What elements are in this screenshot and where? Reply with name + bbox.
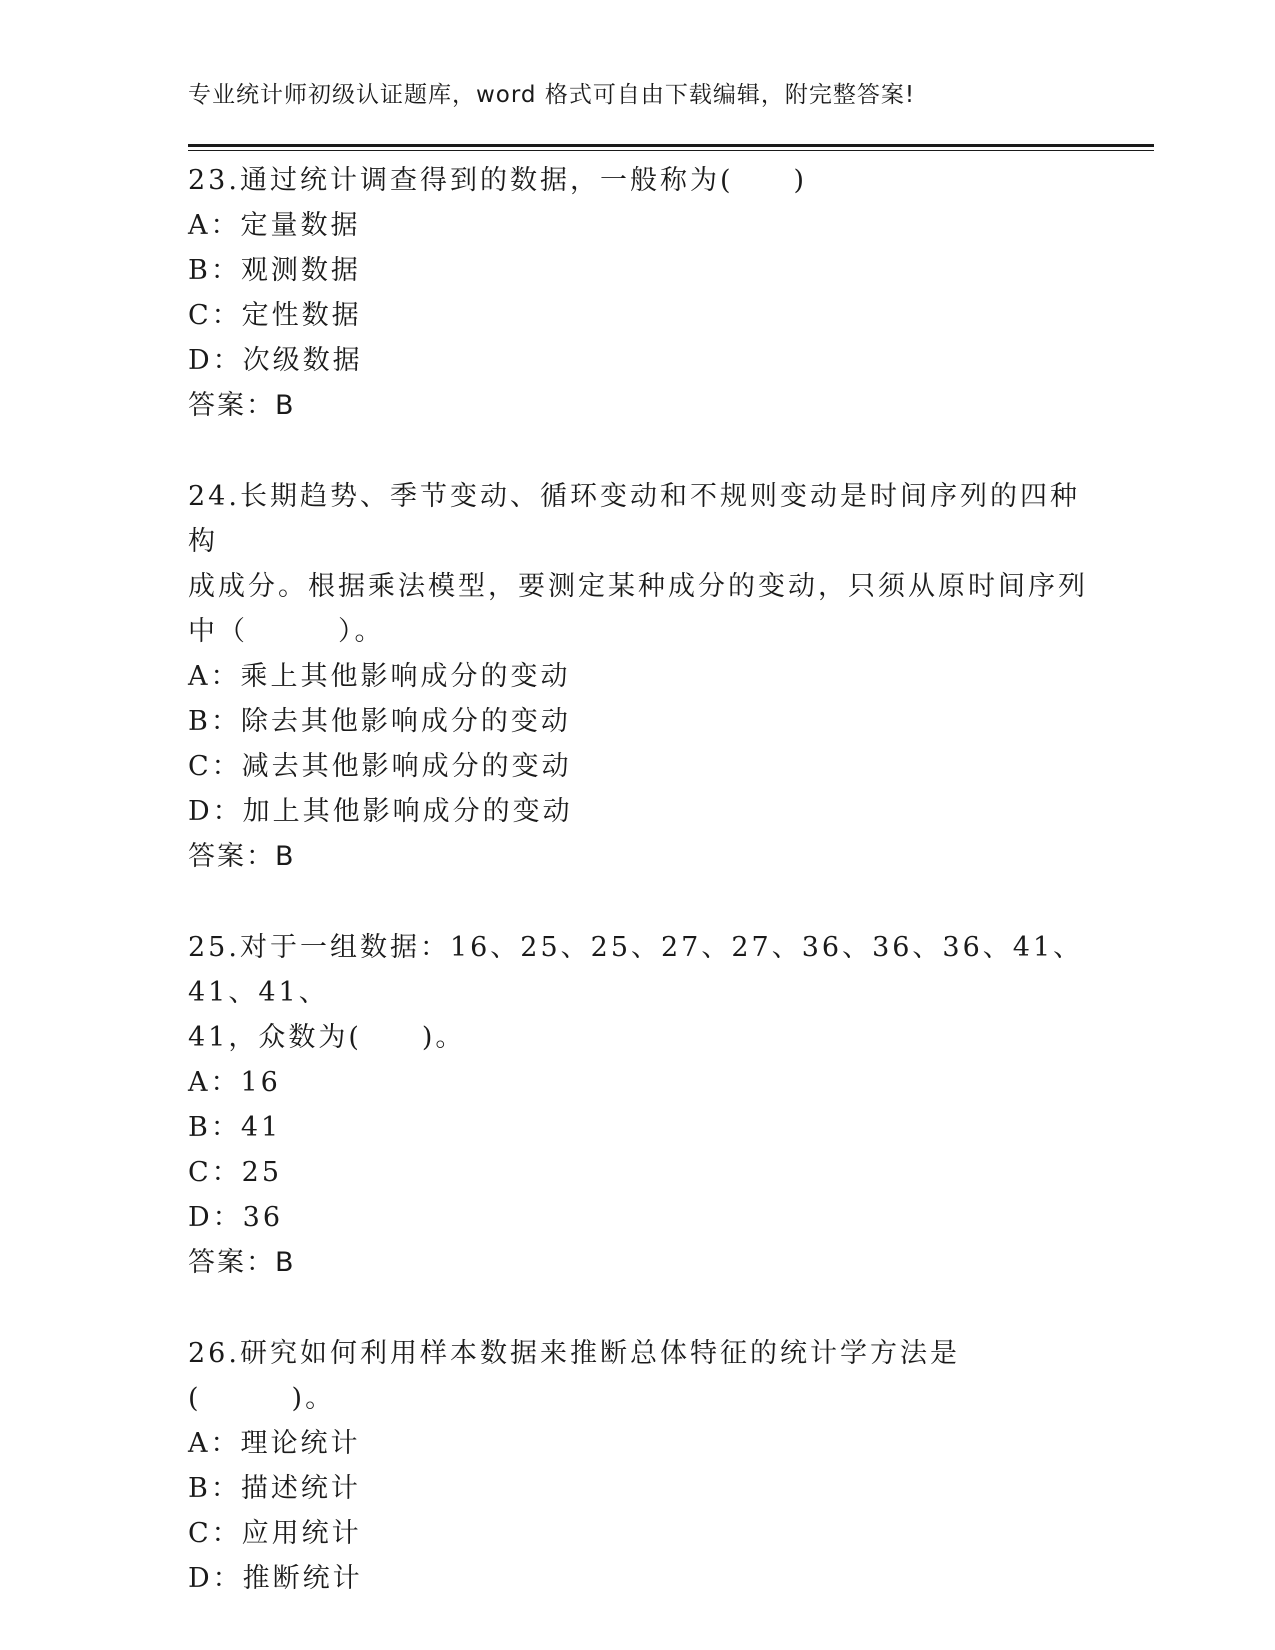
answer-line: 答案：B xyxy=(188,841,296,872)
option-c: C：应用统计 xyxy=(188,1518,362,1549)
option-d: D：次级数据 xyxy=(188,345,363,376)
question-stem-line: 中（ ）。 xyxy=(188,616,385,647)
option-c: C：定性数据 xyxy=(188,300,362,331)
question-spacer xyxy=(188,879,1088,925)
option-d: D：36 xyxy=(188,1202,284,1233)
option-a: A：理论统计 xyxy=(188,1428,361,1459)
question-26 xyxy=(188,1331,1088,1601)
option-c: C：25 xyxy=(188,1157,283,1188)
header-rule-thin xyxy=(188,150,1154,151)
question-list xyxy=(188,158,1088,1601)
question-stem-line: 41，众数为( )。 xyxy=(188,1022,466,1053)
answer-line: 答案：B xyxy=(188,1247,296,1278)
option-a: A：16 xyxy=(188,1067,281,1098)
option-b: B：41 xyxy=(188,1112,282,1143)
question-stem-line: 25.对于一组数据：16、25、25、27、27、36、36、36、41、41、41、 xyxy=(188,932,1084,1008)
question-stem-line: 24.长期趋势、季节变动、循环变动和不规则变动是时间序列的四种构 xyxy=(188,481,1080,557)
option-b: B：观测数据 xyxy=(188,255,361,286)
option-d: D：推断统计 xyxy=(188,1563,363,1594)
option-a: A：乘上其他影响成分的变动 xyxy=(188,661,571,692)
question-stem-line: 23.通过统计调查得到的数据，一般称为( ) xyxy=(188,165,808,196)
answer-line: 答案：B xyxy=(188,390,296,421)
question-stem-line: 26.研究如何利用样本数据来推断总体特征的统计学方法是( )。 xyxy=(188,1338,960,1414)
question-23 xyxy=(188,158,1088,428)
question-spacer xyxy=(188,428,1088,474)
question-25 xyxy=(188,925,1088,1285)
option-b: B：描述统计 xyxy=(188,1473,361,1504)
option-d: D：加上其他影响成分的变动 xyxy=(188,796,573,827)
question-spacer xyxy=(188,1285,1088,1331)
header-rule-thick xyxy=(188,144,1154,147)
option-c: C：减去其他影响成分的变动 xyxy=(188,751,572,782)
page-header: 专业统计师初级认证题库，word 格式可自由下载编辑，附完整答案! xyxy=(188,82,916,108)
option-b: B：除去其他影响成分的变动 xyxy=(188,706,571,737)
question-24 xyxy=(188,474,1088,879)
option-a: A：定量数据 xyxy=(188,210,361,241)
question-stem-line: 成成分。根据乘法模型，要测定某种成分的变动，只须从原时间序列 xyxy=(188,571,1088,602)
